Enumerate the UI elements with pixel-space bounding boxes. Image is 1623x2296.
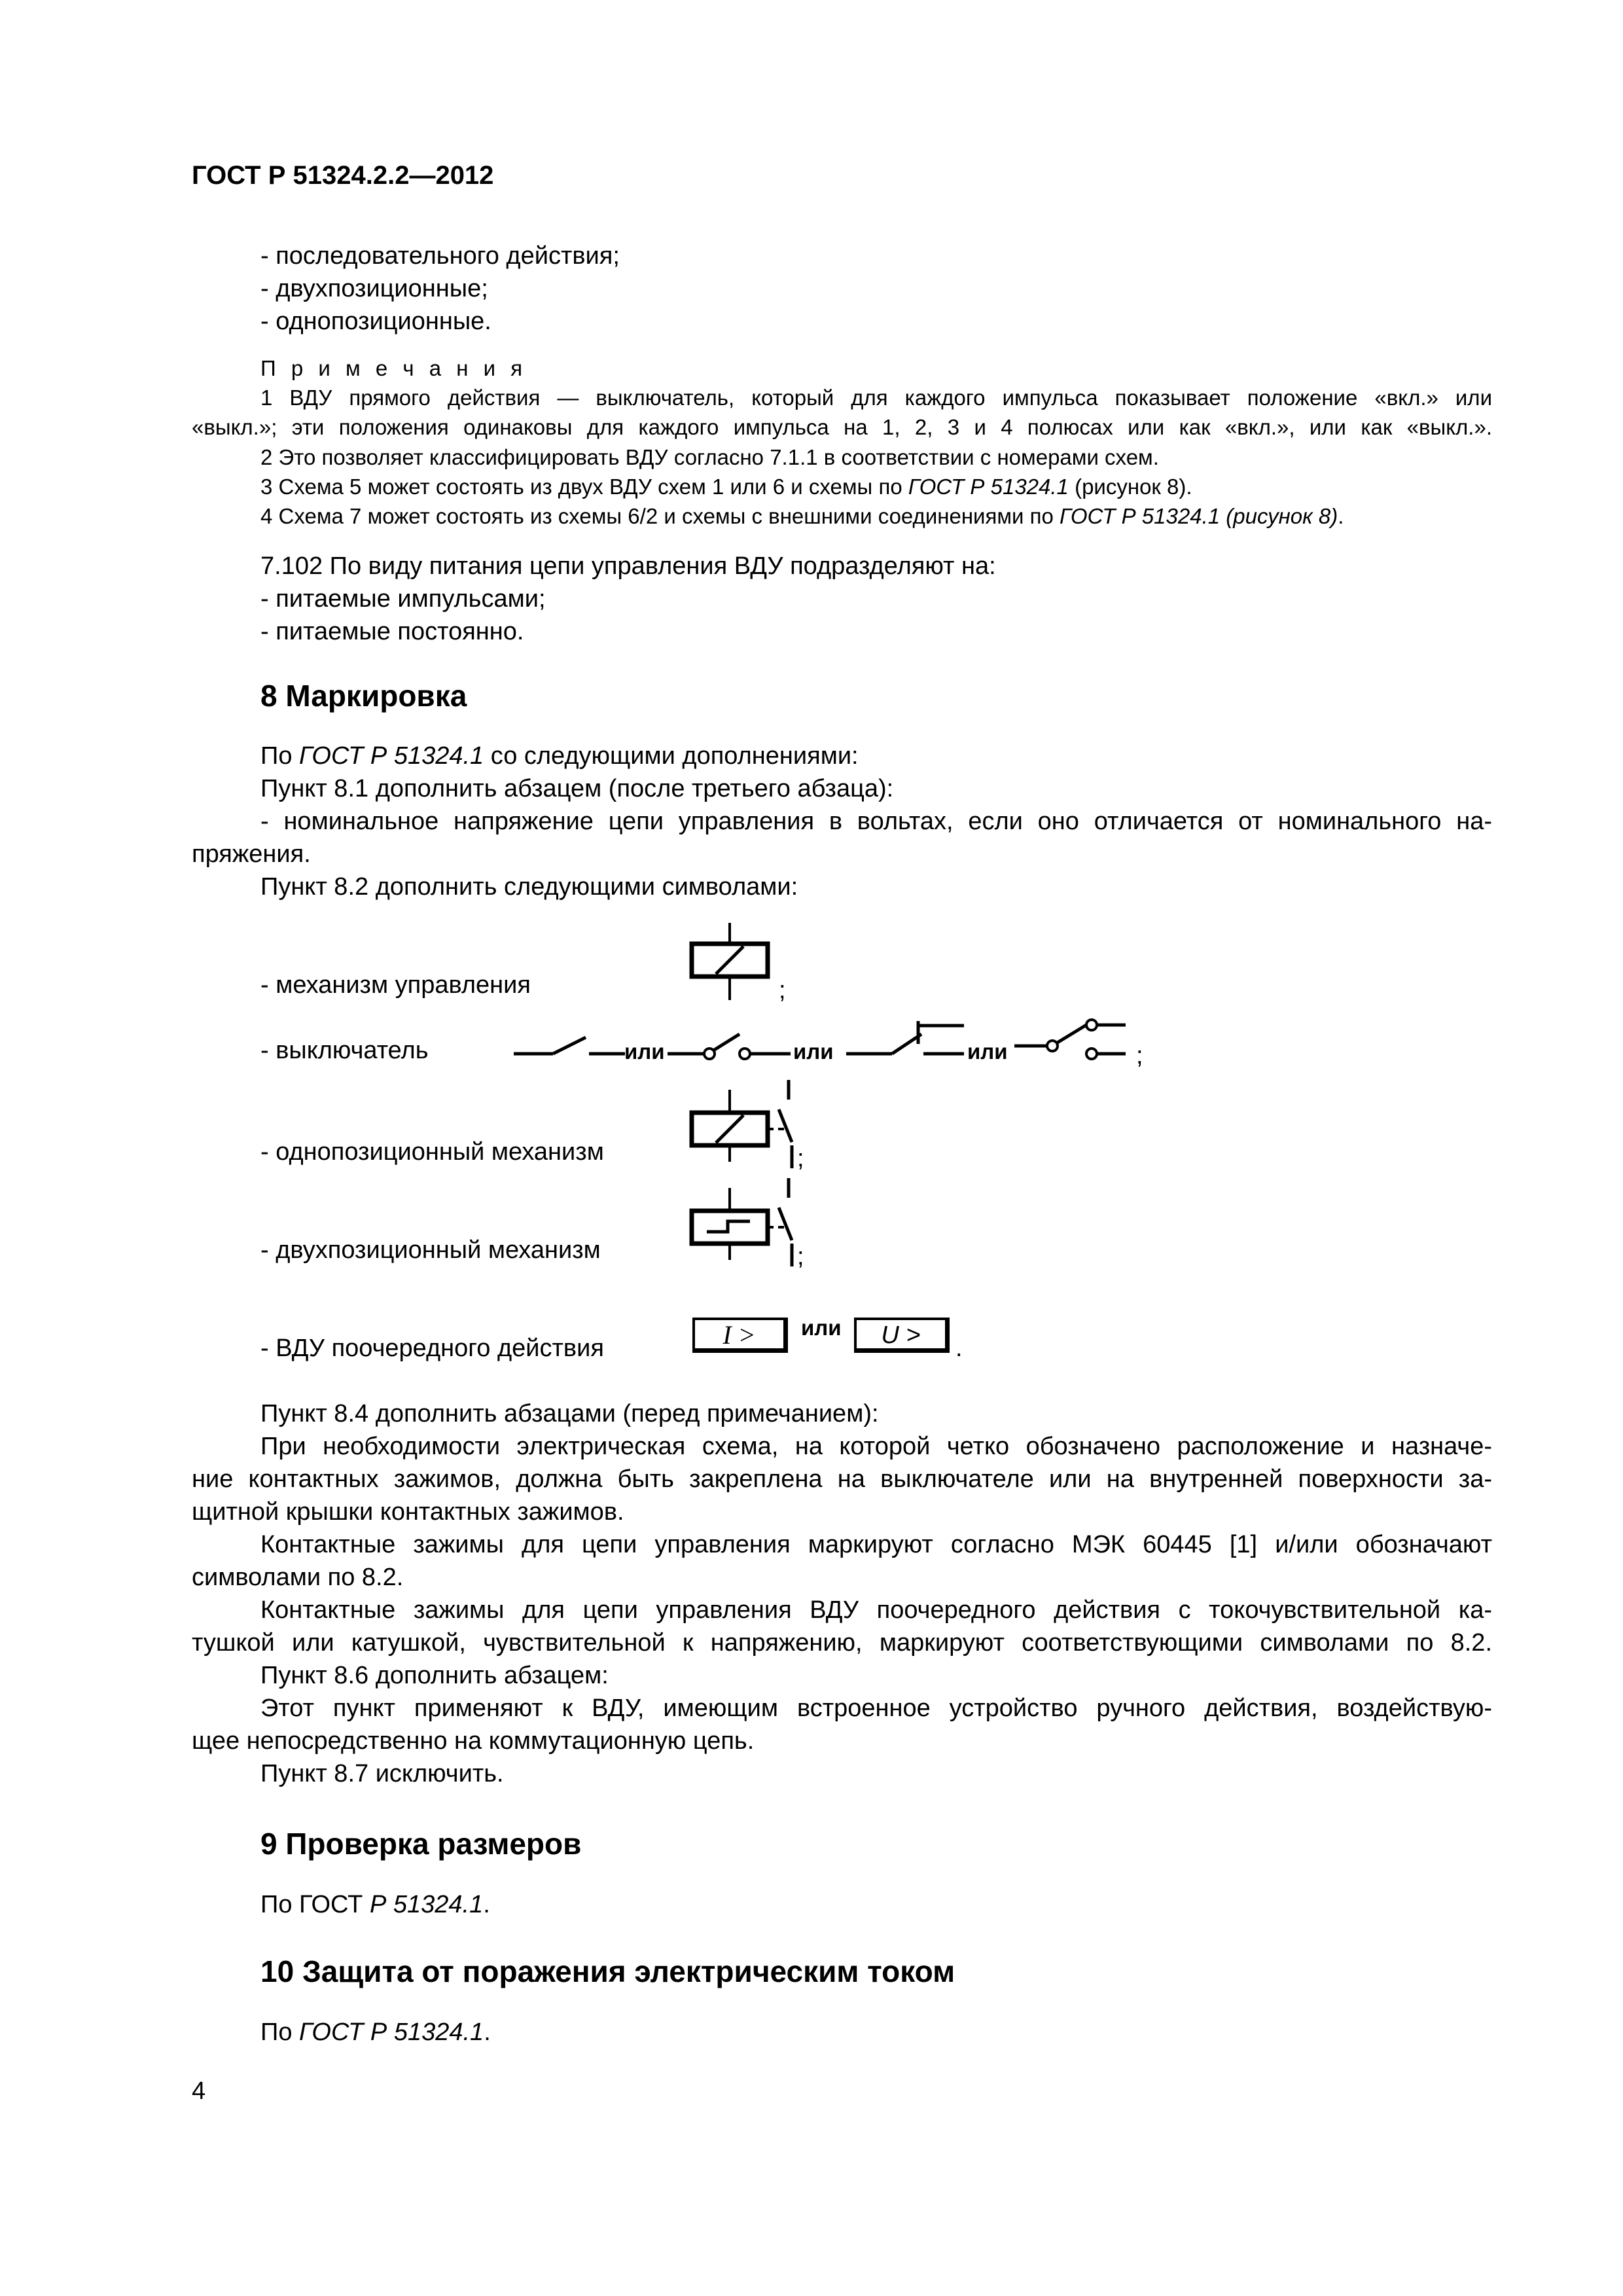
separator: ;: [797, 1145, 804, 1172]
paragraph-line: Контактные зажимы для цепи управления ВДУ поочередного действия с токочувствительной ка-: [260, 1596, 1492, 1624]
switch-symbol-4: [1014, 1013, 1129, 1066]
paragraph: Пункт 8.1 дополнить абзацем (после третьего абзаца):: [260, 775, 894, 802]
control-mechanism-symbol: [687, 923, 772, 1008]
clause-7-102: 7.102 По виду питания цепи управления ВДУ подразделяют на:: [260, 552, 996, 580]
list-item: - питаемые импульсами;: [260, 585, 546, 613]
gost-reference: ГОСТ Р 51324.1 (рисунок 8): [1060, 504, 1338, 528]
section-10-title: 10 Защита от поражения электрическим током: [260, 1954, 955, 1988]
list-item: - двухпозиционные;: [260, 275, 488, 302]
double-position-mechanism-symbol: [687, 1178, 812, 1270]
separator: .: [955, 1335, 963, 1362]
paragraph-line: - номинальное напряжение цепи управления в вольтах, если оно отличается от номинального на-: [260, 808, 1492, 835]
separator: ;: [1136, 1042, 1143, 1069]
paragraph-line: щее непосредственно на коммутационную цепь.: [192, 1727, 755, 1755]
or-label: или: [624, 1039, 665, 1064]
symbol-label-single-position: - однопозиционный механизм: [260, 1138, 604, 1166]
paragraph: Пункт 8.2 дополнить следующими символами:: [260, 873, 798, 901]
note-3: 3 Схема 5 может состоять из двух ВДУ схем 1 или 6 и схемы по ГОСТ Р 51324.1 (рисунок 8).: [260, 475, 1192, 499]
switch-symbol-3: [846, 1018, 964, 1064]
or-label: или: [967, 1039, 1008, 1064]
section-9-title: 9 Проверка размеров: [260, 1827, 582, 1861]
list-item: - последовательного действия;: [260, 242, 620, 270]
paragraph: Пункт 8.4 дополнить абзацами (перед примечанием):: [260, 1400, 879, 1427]
single-position-mechanism-symbol: [687, 1080, 812, 1172]
symbol-label-alternate-action: - ВДУ поочередного действия: [260, 1335, 604, 1362]
current-sensitive-symbol: I >: [692, 1318, 788, 1353]
paragraph: По ГОСТ Р 51324.1.: [260, 2018, 491, 2046]
or-label: или: [793, 1039, 834, 1064]
list-item: - питаемые постоянно.: [260, 618, 524, 645]
symbol-label-double-position: - двухпозиционный механизм: [260, 1236, 601, 1264]
symbol-label-switch: - выключатель: [260, 1037, 429, 1064]
paragraph-line: ние контактных зажимов, должна быть закреплена на выключателе или на внутренней поверхности за-: [192, 1465, 1492, 1493]
paragraph-line: символами по 8.2.: [192, 1564, 404, 1591]
gost-reference: Р 51324.1: [369, 1891, 484, 1918]
note-2: 2 Это позволяет классифицировать ВДУ согласно 7.1.1 в соответствии с номерами схем.: [260, 445, 1159, 469]
section-8-title: 8 Маркировка: [260, 679, 467, 713]
page-number: 4: [192, 2077, 206, 2105]
voltage-sensitive-symbol: U >: [854, 1318, 950, 1353]
gost-reference: ГОСТ Р 51324.1: [908, 475, 1069, 499]
paragraph-line: При необходимости электрическая схема, на которой четко обозначено расположение и назначе-: [260, 1433, 1492, 1460]
switch-symbol-2: [668, 1024, 792, 1064]
symbol-label-control-mechanism: - механизм управления: [260, 971, 531, 999]
paragraph-line: тушкой или катушкой, чувствительной к напряжению, маркируют соответствующими символами по 8.2.: [192, 1629, 1492, 1657]
paragraph-line: Контактные зажимы для цепи управления маркируют согласно МЭК 60445 [1] и/или обозначают: [260, 1531, 1492, 1558]
note-1-line-2: «выкл.»; эти положения одинаковы для каждого импульса на 1, 2, 3 и 4 полюсах или как «вкл.», или как «выкл.».: [192, 415, 1492, 439]
separator: ;: [779, 977, 786, 1004]
paragraph: По ГОСТ Р 51324.1.: [260, 1891, 490, 1918]
notes-title: П р и м е ч а н и я: [260, 356, 527, 380]
paragraph: По ГОСТ Р 51324.1 со следующими дополнениями:: [260, 742, 859, 770]
paragraph-line: Этот пункт применяют к ВДУ, имеющим встроенное устройство ручного действия, воздействую-: [260, 1695, 1492, 1722]
gost-reference: ГОСТ Р 51324.1: [299, 742, 484, 770]
list-item: - однопозиционные.: [260, 308, 491, 335]
or-label: или: [801, 1316, 842, 1340]
paragraph-line: щитной крышки контактных зажимов.: [192, 1498, 624, 1526]
note-4: 4 Схема 7 может состоять из схемы 6/2 и схемы с внешними соединениями по ГОСТ Р 51324.1 (рисунок 8).: [260, 504, 1344, 528]
note-1-line-1: 1 ВДУ прямого действия — выключатель, который для каждого импульса показывает положение «вкл.» или: [260, 386, 1492, 410]
separator: ;: [797, 1243, 804, 1270]
paragraph: Пункт 8.7 исключить.: [260, 1760, 504, 1787]
document-code: ГОСТ Р 51324.2.2—2012: [192, 161, 494, 190]
paragraph-line: пряжения.: [192, 840, 311, 868]
paragraph: Пункт 8.6 дополнить абзацем:: [260, 1662, 609, 1689]
gost-reference: ГОСТ Р 51324.1: [299, 2018, 484, 2046]
switch-symbol-1: [514, 1024, 625, 1064]
